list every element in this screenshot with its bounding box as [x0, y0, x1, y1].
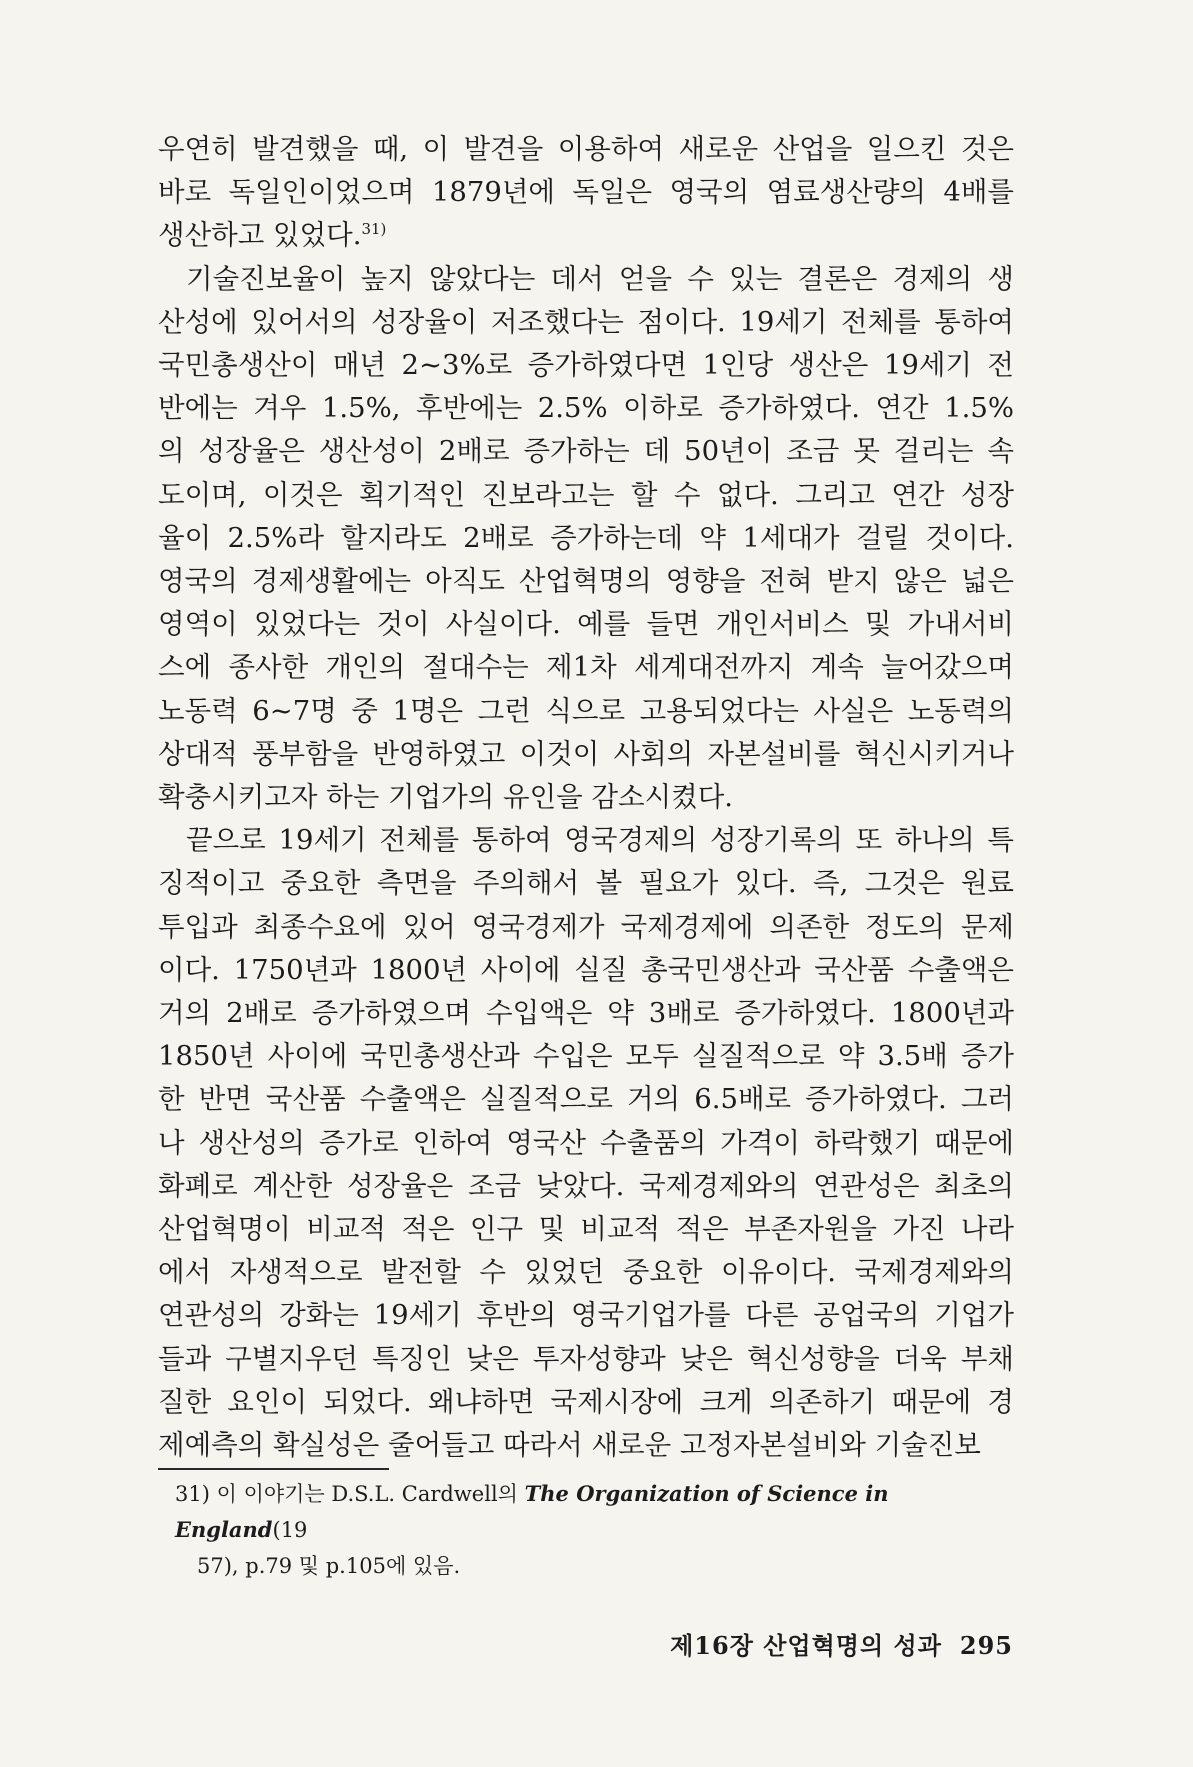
- text-line: [158, 517, 1014, 560]
- text-line: [158, 646, 1014, 689]
- text-line-content: 확충시키고자 하는 기업가의 유인을 감소시켰다.: [158, 781, 734, 814]
- text-line-content: 화폐로 계산한 성장율은 조금 낮았다. 국제경제와의 연관성은 최초의: [158, 1169, 1014, 1202]
- text-line: [158, 474, 1014, 517]
- text-line: [158, 258, 1014, 301]
- text-line-content: 바로 독일인이었으며 1879년에 독일은 영국의 염료생산량의 4배를: [158, 176, 1014, 209]
- text-line: [158, 862, 1014, 905]
- text-line: [158, 949, 1014, 992]
- text-line-content: 노동력 6~7명 중 1명은 그런 식으로 고용되었다는 사실은 노동력의: [158, 694, 1014, 727]
- text-line-content: 연관성의 강화는 19세기 후반의 영국기업가를 다른 공업국의 기업가: [158, 1299, 1014, 1332]
- text-line-content: 기술진보율이 높지 않았다는 데서 얻을 수 있는 결론은 경제의 생: [186, 262, 1014, 295]
- text-line-content: 투입과 최종수요에 있어 영국경제가 국제경제에 의존한 정도의 문제: [158, 910, 1014, 943]
- text-line: [158, 1122, 1014, 1165]
- chapter-title: 제16장 산업혁명의 성과: [670, 1631, 942, 1660]
- text-line-content: 에서 자생적으로 발전할 수 있었던 중요한 이유이다. 국제경제와의: [158, 1256, 1014, 1289]
- text-line: [158, 128, 1014, 171]
- text-line-content: 생산하고 있었다.: [158, 219, 362, 252]
- running-footer: [670, 1626, 1013, 1661]
- text-line-content: 징적이고 중요한 측면을 주의해서 볼 필요가 있다. 즉, 그것은 원료: [158, 867, 1014, 900]
- footnote-rule: [158, 1468, 389, 1470]
- text-line: [158, 906, 1014, 949]
- text-line-content: 율이 2.5%라 할지라도 2배로 증가하는데 약 1세대가 걸릴 것이다.: [158, 521, 1014, 554]
- footnote-title: The Organization of Science in England: [175, 1481, 889, 1542]
- text-line-content: 스에 종사한 개인의 절대수는 제1차 세계대전까지 계속 늘어갔으며: [158, 651, 1014, 684]
- text-line: [158, 1294, 1014, 1337]
- text-line: [158, 560, 1014, 603]
- text-line: [158, 1078, 1014, 1121]
- text-line: [158, 776, 1014, 819]
- text-line-content: 질한 요인이 되었다. 왜냐하면 국제시장에 크게 의존하기 때문에 경: [158, 1385, 1014, 1418]
- text-line: [158, 1035, 1014, 1078]
- text-line: [158, 301, 1014, 344]
- text-line-content: 우연히 발견했을 때, 이 발견을 이용하여 새로운 산업을 일으킨 것은: [158, 133, 1014, 165]
- text-line: [158, 992, 1014, 1035]
- text-line-content: 들과 구별지우던 특징인 낮은 투자성향과 낮은 혁신성향을 더욱 부채: [158, 1342, 1014, 1375]
- text-line: [158, 1424, 1014, 1467]
- text-line: [158, 733, 1014, 776]
- text-line-content: 영역이 있었다는 것이 사실이다. 예를 들면 개인서비스 및 가내서비: [158, 608, 1014, 641]
- text-line-content: 반에는 겨우 1.5%, 후반에는 2.5% 이하로 증가하였다. 연간 1.5%: [158, 392, 1014, 425]
- text-line-content: 나 생산성의 증가로 인하여 영국산 수출품의 가격이 하락했기 때문에: [158, 1126, 1014, 1159]
- text-line-content: 도이며, 이것은 획기적인 진보라고는 할 수 없다. 그리고 연간 성장: [158, 478, 1014, 511]
- text-line-content: 의 성장율은 생산성이 2배로 증가하는 데 50년이 조금 못 걸리는 속: [158, 435, 1014, 468]
- text-line-content: 제예측의 확실성은 줄어들고 따라서 새로운 고정자본설비와 기술진보: [158, 1429, 981, 1462]
- footnote-text-after: (19: [272, 1518, 308, 1542]
- footnote-line-2: 57), p.79 및 p.105에 있음.: [197, 1554, 461, 1578]
- text-line-content: 국민총생산이 매년 2~3%로 증가하였다면 1인당 생산은 19세기 전: [158, 349, 1014, 382]
- text-line: [158, 1381, 1014, 1424]
- text-line: [158, 1338, 1014, 1381]
- text-line-content: 산성에 있어서의 성장율이 저조했다는 점이다. 19세기 전체를 통하여: [158, 305, 1014, 338]
- text-line: [158, 603, 1014, 646]
- page-body: [158, 128, 1014, 1467]
- text-line: [158, 344, 1014, 387]
- text-line: [158, 387, 1014, 430]
- text-line-content: 거의 2배로 증가하였으며 수입액은 약 3배로 증가하였다. 1800년과: [158, 997, 1014, 1030]
- text-line-content: 한 반면 국산품 수출액은 실질적으로 거의 6.5배로 증가하였다. 그러: [158, 1083, 1014, 1116]
- text-line-content: 상대적 풍부함을 반영하였고 이것이 사회의 자본설비를 혁신시키거나: [158, 737, 1014, 770]
- text-line-content: 산업혁명이 비교적 적은 인구 및 비교적 적은 부존자원을 가진 나라: [158, 1213, 1014, 1246]
- text-line-content: 이다. 1750년과 1800년 사이에 실질 총국민생산과 국산품 수출액은: [158, 953, 1014, 986]
- text-line: [158, 1165, 1014, 1208]
- text-line: [158, 1208, 1014, 1251]
- text-line: [158, 430, 1014, 473]
- text-line-content: 끝으로 19세기 전체를 통하여 영국경제의 성장기록의 또 하나의 특: [186, 824, 1014, 857]
- text-line-content: 영국의 경제생활에는 아직도 산업혁명의 영향을 전혀 받지 않은 넓은: [158, 565, 1014, 598]
- text-line: [158, 1251, 1014, 1294]
- text-line-content: 1850년 사이에 국민총생산과 수입은 모두 실질적으로 약 3.5배 증가: [158, 1040, 1014, 1073]
- footnote-text-before: 이 이야기는 D.S.L. Cardwell의: [216, 1482, 518, 1506]
- text-line: [158, 171, 1014, 214]
- page-number: 295: [959, 1631, 1013, 1660]
- footnote-reference: 31): [361, 220, 387, 239]
- footnote: [175, 1476, 1015, 1584]
- text-line: [158, 819, 1014, 862]
- text-line: [158, 214, 1014, 257]
- text-line: [158, 690, 1014, 733]
- footnote-number: 31): [175, 1482, 210, 1506]
